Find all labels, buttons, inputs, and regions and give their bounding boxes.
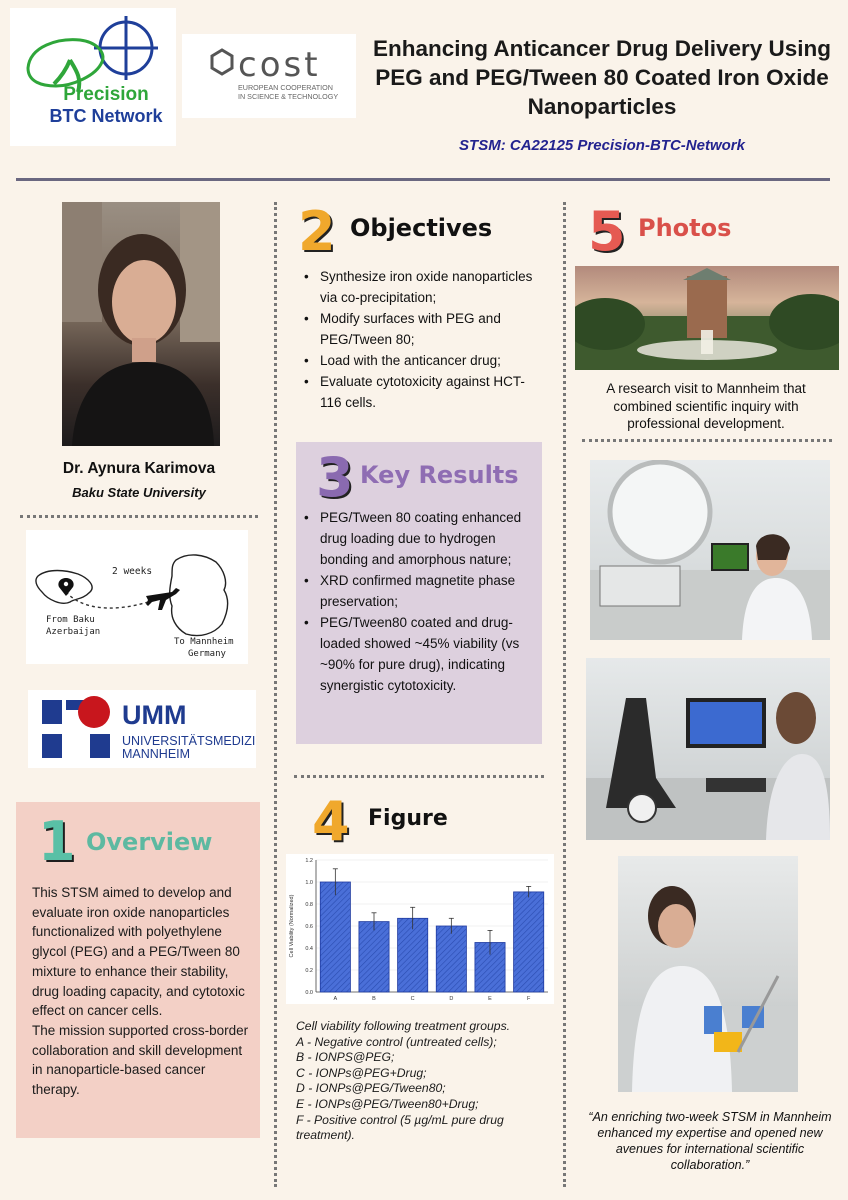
caption-line: Cell viability following treatment groups. xyxy=(296,1019,511,1033)
chart-bar-A xyxy=(320,882,350,992)
caption-line: B - IONPS@PEG; xyxy=(296,1050,395,1065)
chart-y-tick-label: 0.6 xyxy=(305,924,313,930)
portrait-illustration xyxy=(62,202,220,446)
mannheim-water-tower-photo xyxy=(575,266,839,370)
poster-title: Enhancing Anticancer Drug Delivery Using PEG and PEG/Tween 80 Coated Iron Oxide Nanoparticles xyxy=(372,36,832,119)
chart-x-tick-label: E xyxy=(488,996,492,1002)
caption-line: D - IONPs@PEG/Tween80; xyxy=(296,1081,446,1096)
location-pin-icon xyxy=(58,578,73,596)
overview-paragraph-1: This STSM aimed to develop and evaluate iron oxide nanoparticles functionalized with polyethylene glycol (PEG) and a PEG/Tween 80 mixture to enhance their stability, drug loading capacity, and cytotoxic effect on cancer cells. xyxy=(32,885,245,1019)
overview-text xyxy=(32,883,254,1100)
route-map-graphic xyxy=(26,530,248,664)
svg-text:MANNHEIM: MANNHEIM xyxy=(122,747,191,761)
svg-text:BTC Network: BTC Network xyxy=(49,106,163,126)
cost-logo-graphic xyxy=(182,34,356,118)
chart-y-tick-label: 0.2 xyxy=(305,968,313,974)
svg-text:Precision: Precision xyxy=(63,84,149,105)
objectives-number: 2 xyxy=(298,200,336,263)
lab-hood-illustration xyxy=(618,856,798,1092)
left-divider-1 xyxy=(20,515,258,518)
column-divider-left xyxy=(274,202,277,1187)
svg-text:From Baku: From Baku xyxy=(46,615,95,625)
right-divider xyxy=(582,439,832,442)
umm-logo xyxy=(28,690,256,768)
overview-heading: Overview xyxy=(86,828,213,856)
chart-bar-B xyxy=(359,922,389,992)
photo-caption: A research visit to Mannheim that combined scientific inquiry with professional development. xyxy=(606,381,806,431)
testimonial-quote: “An enriching two-week STSM in Mannheim enhanced my expertise and opened new avenues for international scientific collaboration.” xyxy=(588,1110,832,1172)
objectives-heading: Objectives xyxy=(350,214,493,242)
list-item: • Modify surfaces with PEG and PEG/Tween 80; xyxy=(304,308,540,350)
lab-photo-hood xyxy=(618,856,798,1092)
chart-x-tick-label: F xyxy=(526,996,531,1002)
chart-y-tick-label: 0.8 xyxy=(305,902,313,908)
chart-y-tick-label: 1.0 xyxy=(305,880,313,886)
objectives-list xyxy=(304,266,540,413)
overview-number: 1 xyxy=(38,810,76,873)
results-heading: Key Results xyxy=(360,461,519,489)
route-map xyxy=(26,530,248,664)
overview-paragraph-2: The mission supported cross-border collaboration and skill development in nanoparticle-based cancer therapy. xyxy=(32,1022,249,1098)
chart-bar-D xyxy=(436,926,466,992)
figure-number: 4 xyxy=(312,790,350,853)
middle-divider xyxy=(294,775,544,778)
viability-chart-svg xyxy=(286,854,554,1004)
lab-microscope-illustration xyxy=(586,658,830,840)
lab-instrument-illustration xyxy=(590,460,830,640)
list-item: • XRD confirmed magnetite phase preservation; xyxy=(304,570,540,612)
umm-logo-graphic xyxy=(28,690,256,768)
person-name: Dr. Aynura Karimova xyxy=(62,460,216,477)
chart-x-tick-label: A xyxy=(333,996,338,1002)
results-list xyxy=(304,507,540,696)
list-item: • Evaluate cytotoxicity against HCT-116 cells. xyxy=(304,371,540,413)
svg-text:Germany: Germany xyxy=(188,649,226,659)
chart-y-axis-label: Cell Viability (Normalized) xyxy=(289,894,295,958)
chart-y-tick-label: 1.2 xyxy=(305,858,313,864)
lab-photo-instrument xyxy=(590,460,830,640)
figure-heading: Figure xyxy=(368,806,448,831)
list-item: • Synthesize iron oxide nanoparticles via co-precipitation; xyxy=(304,266,540,308)
list-item: • PEG/Tween80 coated and drug-loaded showed ~45% viability (vs ~90% for pure drug), indicating synergistic cytotoxicity. xyxy=(304,612,540,696)
svg-text:UMM: UMM xyxy=(122,700,187,730)
cost-logo xyxy=(182,34,356,118)
header-divider xyxy=(16,178,830,181)
photos-number: 5 xyxy=(588,200,626,263)
chart-bar-F xyxy=(514,892,544,992)
chart-y-tick-label: 0.0 xyxy=(305,990,313,996)
viability-chart xyxy=(286,854,554,1004)
list-item: • Load with the anticancer drug; xyxy=(304,350,540,371)
portrait-photo xyxy=(62,202,220,446)
column-divider-right xyxy=(563,202,566,1187)
water-tower-illustration xyxy=(575,266,839,370)
chart-x-tick-label: B xyxy=(372,996,376,1002)
airplane-icon xyxy=(146,588,180,610)
caption-line: C - IONPs@PEG+Drug; xyxy=(296,1065,427,1080)
svg-text:Azerbaijan: Azerbaijan xyxy=(46,627,101,637)
figure-caption xyxy=(296,1019,548,1144)
caption-line: A - Negative control (untreated cells); xyxy=(296,1034,497,1049)
precision-btc-network-logo xyxy=(10,8,176,146)
caption-line: E - IONPs@PEG/Tween80+Drug; xyxy=(296,1096,479,1111)
svg-text:IN SCIENCE & TECHNOLOGY: IN SCIENCE & TECHNOLOGY xyxy=(238,92,339,101)
chart-bar-C xyxy=(398,918,428,992)
svg-text:EUROPEAN COOPERATION: EUROPEAN COOPERATION xyxy=(238,83,333,92)
poster-subtitle: STSM: CA22125 Precision-BTC-Network xyxy=(459,137,745,154)
photos-heading: Photos xyxy=(638,214,732,242)
target-liver-logo-icon xyxy=(10,8,176,146)
lab-photo-microscope xyxy=(586,658,830,840)
chart-x-tick-label: D xyxy=(449,996,454,1002)
chart-y-tick-label: 0.4 xyxy=(305,946,313,952)
svg-text:UNIVERSITÄTSMEDIZIN: UNIVERSITÄTSMEDIZIN xyxy=(122,734,256,748)
svg-text:cost: cost xyxy=(238,45,321,85)
svg-text:To Mannheim: To Mannheim xyxy=(174,637,234,647)
results-number: 3 xyxy=(316,446,354,509)
person-affiliation: Baku State University xyxy=(72,485,206,500)
caption-line: F - Positive control (5 µg/mL pure drug treatment). xyxy=(296,1112,504,1143)
svg-text:2 weeks: 2 weeks xyxy=(112,566,153,577)
chart-x-tick-label: C xyxy=(410,996,415,1002)
list-item: • PEG/Tween 80 coating enhanced drug loading due to hydrogen bonding and amorphous nature; xyxy=(304,507,540,570)
